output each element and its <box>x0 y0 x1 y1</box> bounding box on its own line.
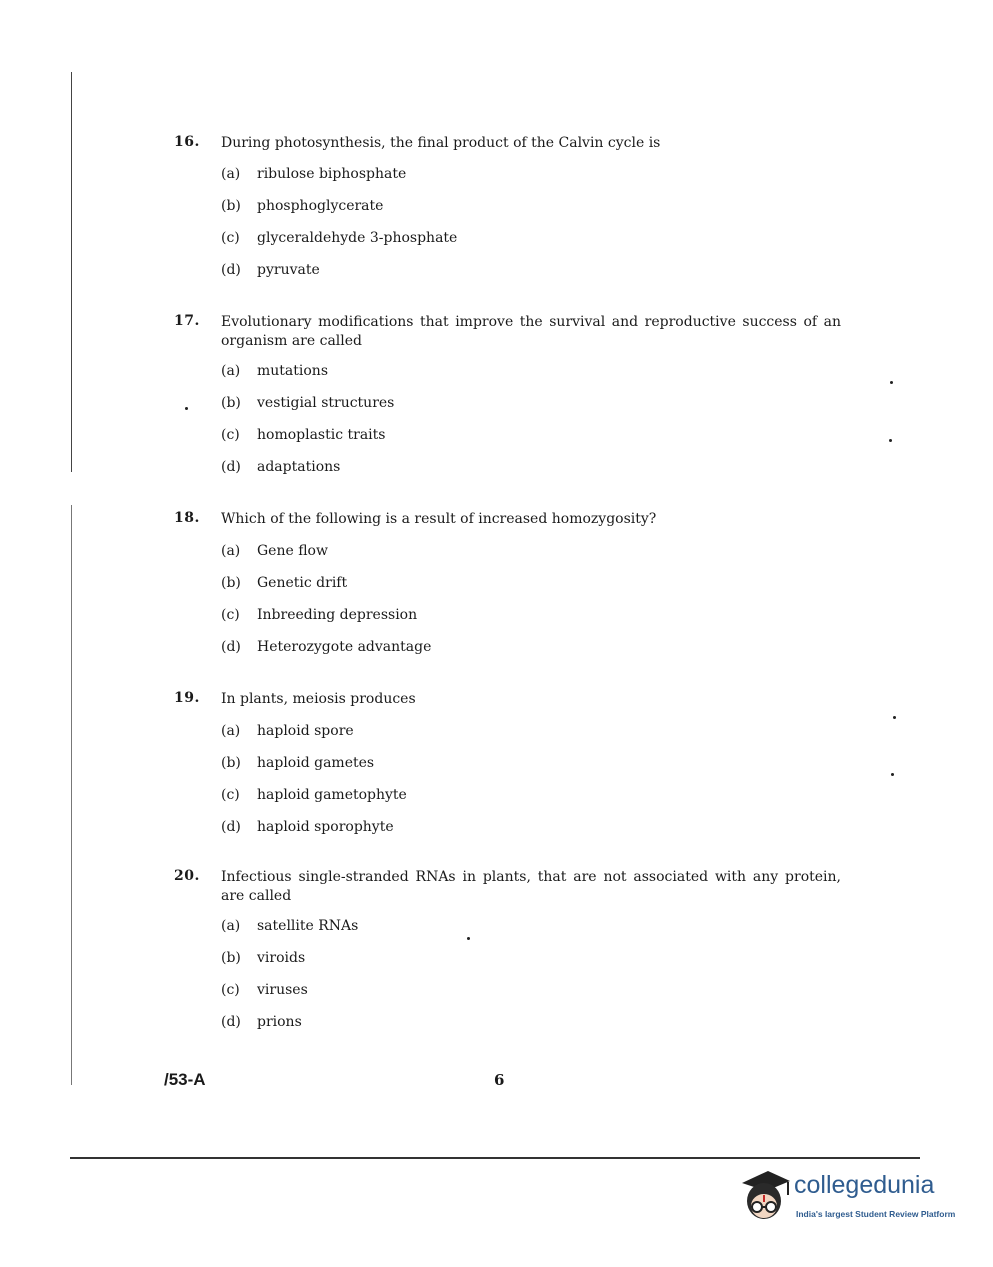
question-number: 18. <box>174 510 200 526</box>
option-label: (b) <box>221 575 241 591</box>
option-text: viroids <box>257 950 306 966</box>
option-text: Gene flow <box>257 543 328 559</box>
option-text: viruses <box>257 982 308 998</box>
option-text: haploid gametes <box>257 755 375 771</box>
option-text: haploid spore <box>257 723 354 739</box>
paper-code: /53-A <box>164 1070 206 1089</box>
option-text: prions <box>257 1014 302 1030</box>
bottom-rule <box>70 1157 920 1159</box>
option-text: Inbreeding depression <box>257 607 418 623</box>
option-label: (c) <box>221 787 240 803</box>
option-label: (d) <box>221 262 241 278</box>
option-text: Genetic drift <box>257 575 348 591</box>
option-label: (b) <box>221 755 241 771</box>
question-text: Infectious single-stranded RNAs in plants, that are not associated with any protein, are called <box>221 869 841 904</box>
option-text: mutations <box>257 363 328 379</box>
question-number: 16. <box>174 134 200 150</box>
option-label: (c) <box>221 427 240 443</box>
scan-speck <box>890 381 893 384</box>
question-text: Evolutionary modifications that improve the survival and reproductive success of an organism are called <box>221 314 841 349</box>
logo-tagline: India's largest Student Review Platform <box>796 1209 956 1219</box>
option-text: homoplastic traits <box>257 427 386 443</box>
option-text: haploid sporophyte <box>257 819 394 835</box>
page-number: 6 <box>494 1071 505 1089</box>
option-label: (d) <box>221 459 241 475</box>
option-label: (d) <box>221 1014 241 1030</box>
option-label: (b) <box>221 198 241 214</box>
option-label: (c) <box>221 607 240 623</box>
collegedunia-logo <box>738 1165 963 1227</box>
scan-speck <box>467 937 470 940</box>
option-label: (b) <box>221 950 241 966</box>
option-label: (b) <box>221 395 241 411</box>
option-label: (d) <box>221 819 241 835</box>
option-label: (c) <box>221 230 240 246</box>
question-number: 19. <box>174 690 200 706</box>
scan-speck <box>889 439 892 442</box>
option-text: satellite RNAs <box>257 918 359 934</box>
question-number: 17. <box>174 313 200 329</box>
mascot-icon <box>738 1165 794 1227</box>
question-text: During photosynthesis, the final product of the Calvin cycle is <box>221 135 661 151</box>
margin-line <box>71 72 72 472</box>
scan-speck <box>891 773 894 776</box>
scan-speck <box>893 716 896 719</box>
logo-brand: collegedunia <box>794 1171 935 1199</box>
option-text: Heterozygote advantage <box>257 639 432 655</box>
question-text: Which of the following is a result of increased homozygosity? <box>221 511 657 527</box>
margin-line <box>71 505 72 1085</box>
option-text: adaptations <box>257 459 341 475</box>
option-text: ribulose biphosphate <box>257 166 407 182</box>
option-label: (a) <box>221 543 241 559</box>
option-label: (d) <box>221 639 241 655</box>
option-text: glyceraldehyde 3-phosphate <box>257 230 458 246</box>
question-number: 20. <box>174 868 200 884</box>
question-text: In plants, meiosis produces <box>221 691 416 707</box>
option-label: (a) <box>221 918 241 934</box>
option-label: (a) <box>221 166 241 182</box>
option-text: vestigial structures <box>257 395 395 411</box>
option-text: haploid gametophyte <box>257 787 407 803</box>
option-text: phosphoglycerate <box>257 198 384 214</box>
option-label: (a) <box>221 723 241 739</box>
option-label: (c) <box>221 982 240 998</box>
option-label: (a) <box>221 363 241 379</box>
scan-speck <box>185 407 188 410</box>
option-text: pyruvate <box>257 262 320 278</box>
